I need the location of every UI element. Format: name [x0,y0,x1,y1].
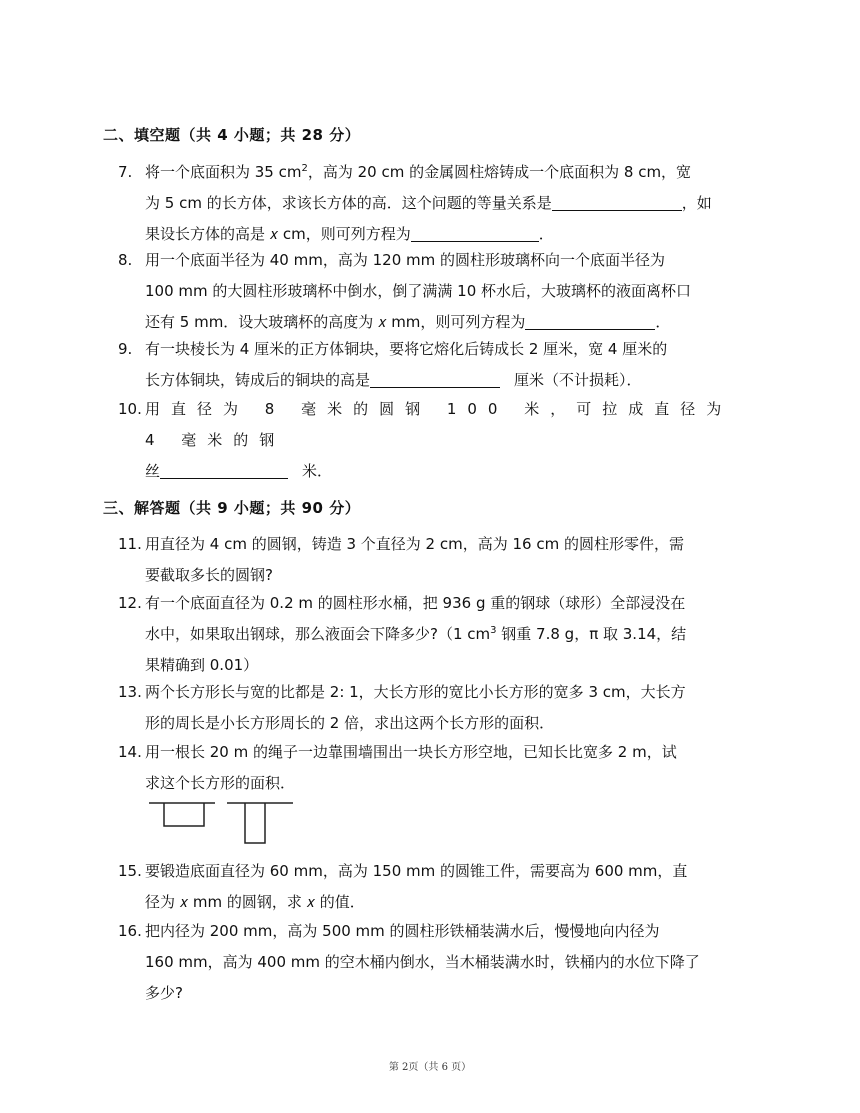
answer-blank[interactable] [370,370,500,388]
question-text: ，高为 20 cm 的金属圆柱熔铸成一个底面积为 8 cm，宽 [307,163,692,181]
question-14 [118,737,763,799]
answer-blank[interactable] [525,312,655,330]
question-12 [118,588,763,681]
question-text: ． [538,225,554,243]
question-text: 钢重 7.8 g，π 取 3.14，结 [496,625,687,643]
rectangle-wall-diagram [147,800,297,846]
answer-blank[interactable] [552,193,682,211]
question-text: 要锻造底面直径为 60 mm，高为 150 mm 的圆锥工件，需要高为 600 mm，直 [145,862,688,880]
question-11 [118,529,763,591]
question-number: 11. [118,535,142,553]
question-text: 米． [302,462,333,480]
question-text: 为 5 cm 的长方体，求该长方体的高．这个问题的等量关系是 [145,194,552,212]
question-text: 用一根长 20 m 的绳子一边靠围墙围出一块长方形空地，已知长比宽多 2 m，试 [145,743,677,761]
question-text: 厘米（不计损耗）． [514,371,642,389]
question-text: 丝 [145,462,161,480]
question-text: 果设长方体的高是 𝑥 cm，则可列方程为 [145,225,411,243]
question-7 [118,157,763,250]
page-footer: 第 2页（共 6 页） [388,1062,472,1073]
question-10 [118,394,763,487]
wide-rectangle [164,803,204,826]
question-text: 长方体铜块，铸成后的铜块的高是 [145,371,371,389]
question-text: 形的周长是小长方形周长的 2 倍，求出这两个长方形的面积． [145,714,555,732]
question-text: 两个长方形长与宽的比都是 2: 1，大长方形的宽比小长方形的宽多 3 cm，大长方 [145,683,686,701]
question-number: 7. [118,163,133,181]
question-text: 径为 𝑥 mm 的圆钢，求 𝑥 的值． [145,893,365,911]
answer-blank[interactable] [160,461,288,479]
question-text: 160 mm，高为 400 mm 的空木桶内倒水，当木桶装满水时，铁桶内的水位下降了 [145,953,700,971]
question-text: 用一个底面半径为 40 mm，高为 120 mm 的圆柱形玻璃杯向一个底面半径为 [145,251,666,269]
question-16 [118,916,763,1009]
question-text: 求这个长方形的面积． [145,774,296,792]
question-text: 果精确到 0.01） [145,656,259,674]
section-title-fill-in: 二、填空题（共 4 小题；共 28 分） [103,126,361,144]
question-text: ． [655,313,671,331]
question-text: 100 mm 的大圆柱形玻璃杯中倒水，倒了满满 10 杯水后，大玻璃杯的液面离杯口 [145,282,692,300]
superscript: 2 [301,163,308,174]
question-number: 14. [118,743,142,761]
question-text: ，如 [681,194,712,212]
question-text: 多少? [145,984,183,1002]
question-text: 有一个底面直径为 0.2 m 的圆柱形水桶，把 936 g 重的钢球（球形）全部浸没在 [145,594,686,612]
question-13 [118,677,763,739]
question-text: 把内径为 200 mm，高为 500 mm 的圆柱形铁桶装满水后，慢慢地向内径为 [145,922,660,940]
question-number: 13. [118,683,142,701]
section-title-answer: 三、解答题（共 9 小题；共 90 分） [103,499,361,517]
question-number: 9. [118,340,133,358]
question-text: 用直径为 4 cm 的圆钢，铸造 3 个直径为 2 cm，高为 16 cm 的圆柱形零件，需 [145,535,684,553]
tall-rectangle [245,803,265,843]
question-text: 将一个底面积为 35 cm [145,163,302,181]
question-text: 还有 5 mm．设大玻璃杯的高度为 𝑥 mm，则可列方程为 [145,313,526,331]
question-number: 16. [118,922,142,940]
question-text: 用直径为 8 毫米的圆钢 100 米，可拉成直径为 4 毫米的钢 [145,400,733,449]
question-number: 15. [118,862,142,880]
question-9 [118,334,763,396]
question-text: 水中，如果取出钢球，那么液面会下降多少?（1 cm [145,625,491,643]
answer-blank[interactable] [411,224,539,242]
question-number: 12. [118,594,142,612]
question-number: 10. [118,400,142,418]
question-8 [118,245,763,338]
question-text: 要截取多长的圆钢? [145,566,273,584]
question-number: 8. [118,251,133,269]
question-text: 有一块棱长为 4 厘米的正方体铜块，要将它熔化后铸成长 2 厘米，宽 4 厘米的 [145,340,668,358]
superscript: 3 [490,625,497,636]
question-15 [118,856,763,918]
